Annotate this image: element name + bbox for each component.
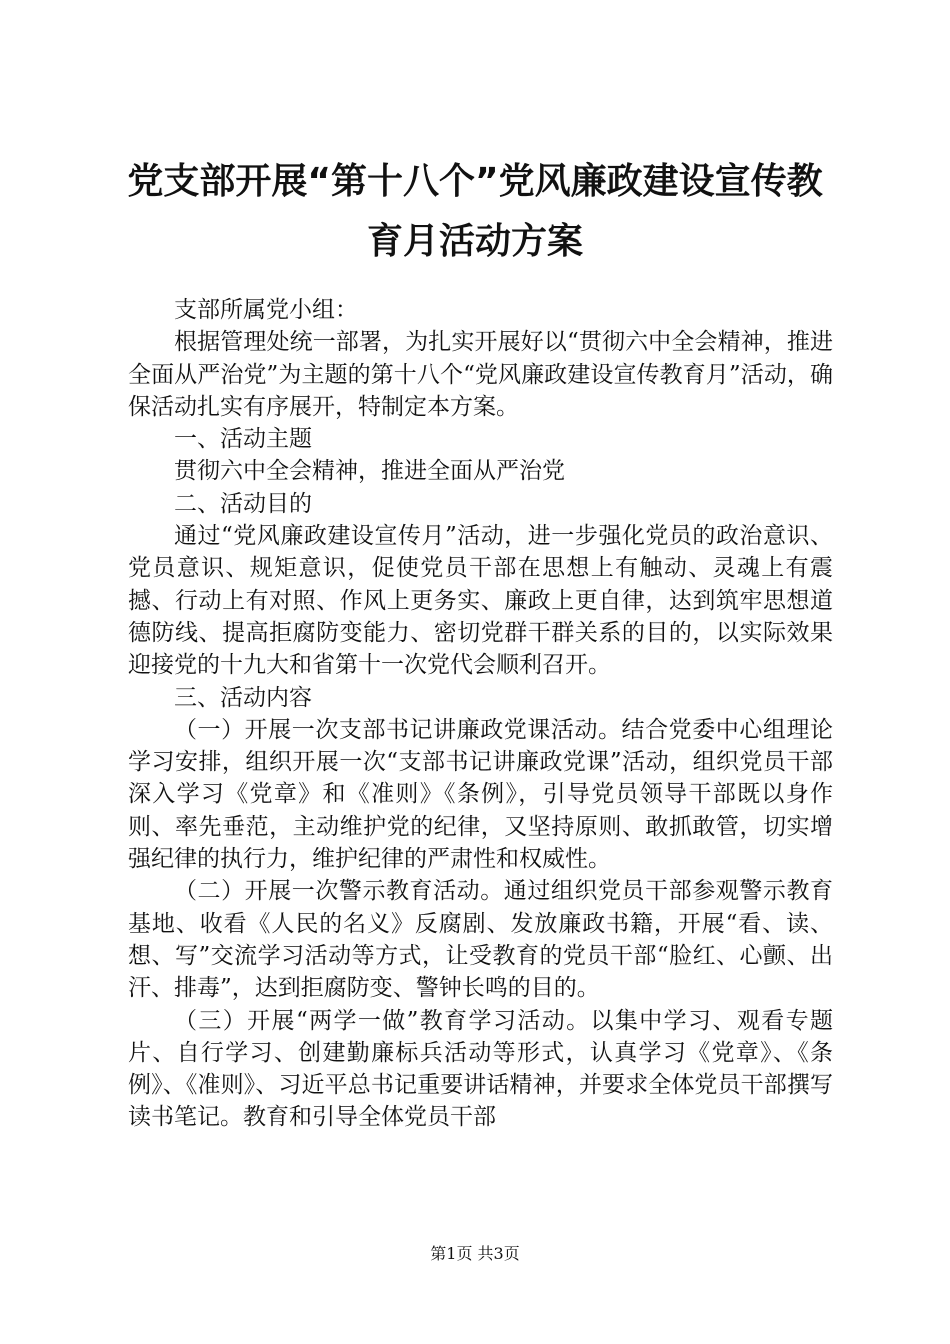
paragraph-purpose: 通过“党风廉政建设宣传月”活动，进一步强化党员的政治意识、党员意识、规矩意识，促使党员干部在思想上有触动、灵魂上有震撼、行动上有对照、作风上更务实、廉政上更自律，达到筑牢思想道德防线、提高拒腐防变能力、密切党群干群关系的目的，以实际效果迎接党的十九大和省第十一次党代会顺利召开。 bbox=[128, 523, 833, 679]
document-title-line-1: 党支部开展“第十八个”党风廉政建设宣传教 bbox=[127, 161, 823, 202]
document-title-line-2: 育月活动方案 bbox=[366, 221, 583, 262]
section-heading-purpose: 二、活动目的 bbox=[174, 490, 312, 517]
salutation: 支部所属党小组： bbox=[174, 297, 358, 323]
paragraph-theme: 贯彻六中全会精神，推进全面从严治党 bbox=[174, 458, 565, 485]
paragraph-item-2: （二）开展一次警示教育活动。通过组织党员干部参观警示教育基地、收看《人民的名义》反腐剧、发放廉政书籍，开展“看、读、想、写”交流学习活动等方式，让受教育的党员干部“脸红、心颤、出汗、排毒”，达到拒腐防变、警钟长鸣的目的。 bbox=[128, 878, 833, 1002]
page-number-footer: 第1页 共3页 bbox=[430, 1244, 520, 1263]
section-heading-content: 三、活动内容 bbox=[174, 684, 312, 711]
paragraph-item-1: （一）开展一次支部书记讲廉政党课活动。结合党委中心组理论学习安排，组织开展一次“支部书记讲廉政党课”活动，组织党员干部深入学习《党章》和《准则》《条例》，引导党员领导干部既以身作则、率先垂范，主动维护党的纪律，又坚持原则、敢抓敢管，切实增强纪律的执行力，维护纪律的严肃性和权威性。 bbox=[128, 716, 833, 873]
paragraph-intro: 根据管理处统一部署，为扎实开展好以“贯彻六中全会精神，推进全面从严治党”为主题的第十八个“党风廉政建设宣传教育月”活动，确保活动扎实有序展开，特制定本方案。 bbox=[128, 329, 833, 420]
paragraph-item-3: （三）开展“两学一做”教育学习活动。以集中学习、观看专题片、自行学习、创建勤廉标兵活动等形式，认真学习《党章》、《条例》、《准则》、习近平总书记重要讲话精神，并要求全体党员干部撰写读书笔记。教育和引导全体党员干部 bbox=[128, 1007, 833, 1131]
document-body bbox=[128, 294, 833, 1134]
section-heading-theme: 一、活动主题 bbox=[174, 426, 312, 453]
